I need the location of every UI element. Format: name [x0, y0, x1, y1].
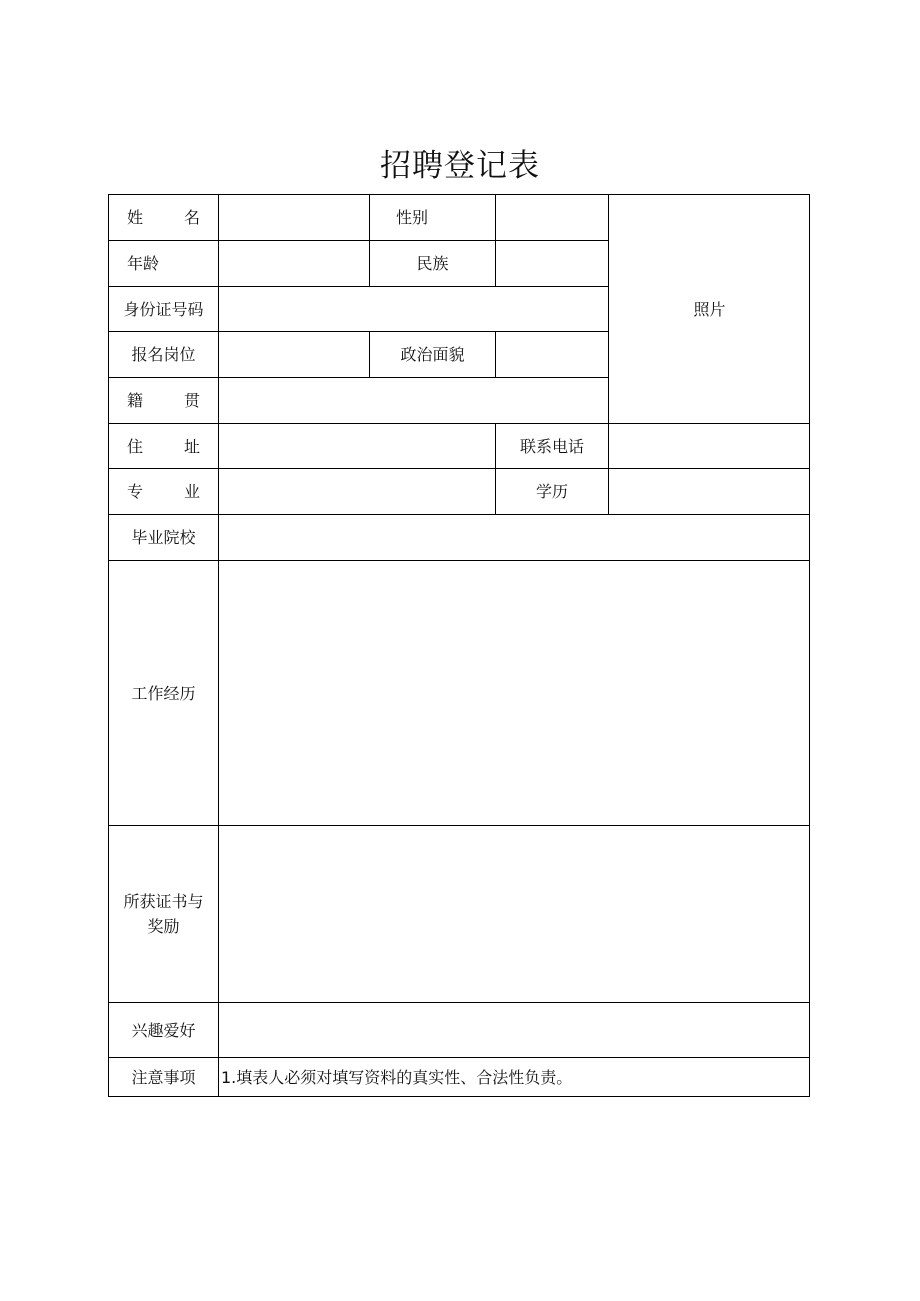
education-label: 学历 — [496, 469, 609, 515]
id-number-field[interactable] — [219, 287, 609, 332]
id-number-label: 身份证号码 — [109, 287, 219, 332]
gender-field[interactable] — [496, 195, 609, 241]
position-label: 报名岗位 — [109, 332, 219, 378]
photo-box[interactable]: 照片 — [609, 195, 810, 424]
age-field[interactable] — [219, 241, 370, 287]
notes-label: 注意事项 — [109, 1058, 219, 1096]
hobbies-field[interactable] — [219, 1003, 810, 1058]
phone-label: 联系电话 — [496, 424, 609, 469]
registration-form — [108, 194, 810, 1097]
certificates-label: 所获证书与 奖励 — [109, 826, 219, 1003]
hobbies-label: 兴趣爱好 — [109, 1003, 219, 1058]
ethnicity-field[interactable] — [496, 241, 609, 287]
address-field[interactable] — [219, 424, 496, 469]
school-label: 毕业院校 — [109, 515, 219, 561]
name-label: 姓 名 — [109, 195, 219, 241]
gender-label: 性别 — [370, 195, 496, 241]
major-label: 专 业 — [109, 469, 219, 515]
ethnicity-label: 民族 — [370, 241, 496, 287]
education-field[interactable] — [609, 469, 810, 515]
name-field[interactable] — [219, 195, 370, 241]
work-history-label: 工作经历 — [109, 561, 219, 826]
phone-field[interactable] — [609, 424, 810, 469]
address-label: 住 址 — [109, 424, 219, 469]
age-label: 年龄 — [109, 241, 219, 287]
major-field[interactable] — [219, 469, 496, 515]
work-history-field[interactable] — [219, 561, 810, 826]
school-field[interactable] — [219, 515, 810, 561]
notes-text: 1.填表人必须对填写资料的真实性、合法性负责。 — [221, 1067, 573, 1087]
native-place-field[interactable] — [219, 378, 609, 424]
page-title: 招聘登记表 — [380, 148, 540, 184]
political-status-field[interactable] — [496, 332, 609, 378]
certificates-field[interactable] — [219, 826, 810, 1003]
native-place-label: 籍 贯 — [109, 378, 219, 424]
political-status-label: 政治面貌 — [370, 332, 496, 378]
position-field[interactable] — [219, 332, 370, 378]
